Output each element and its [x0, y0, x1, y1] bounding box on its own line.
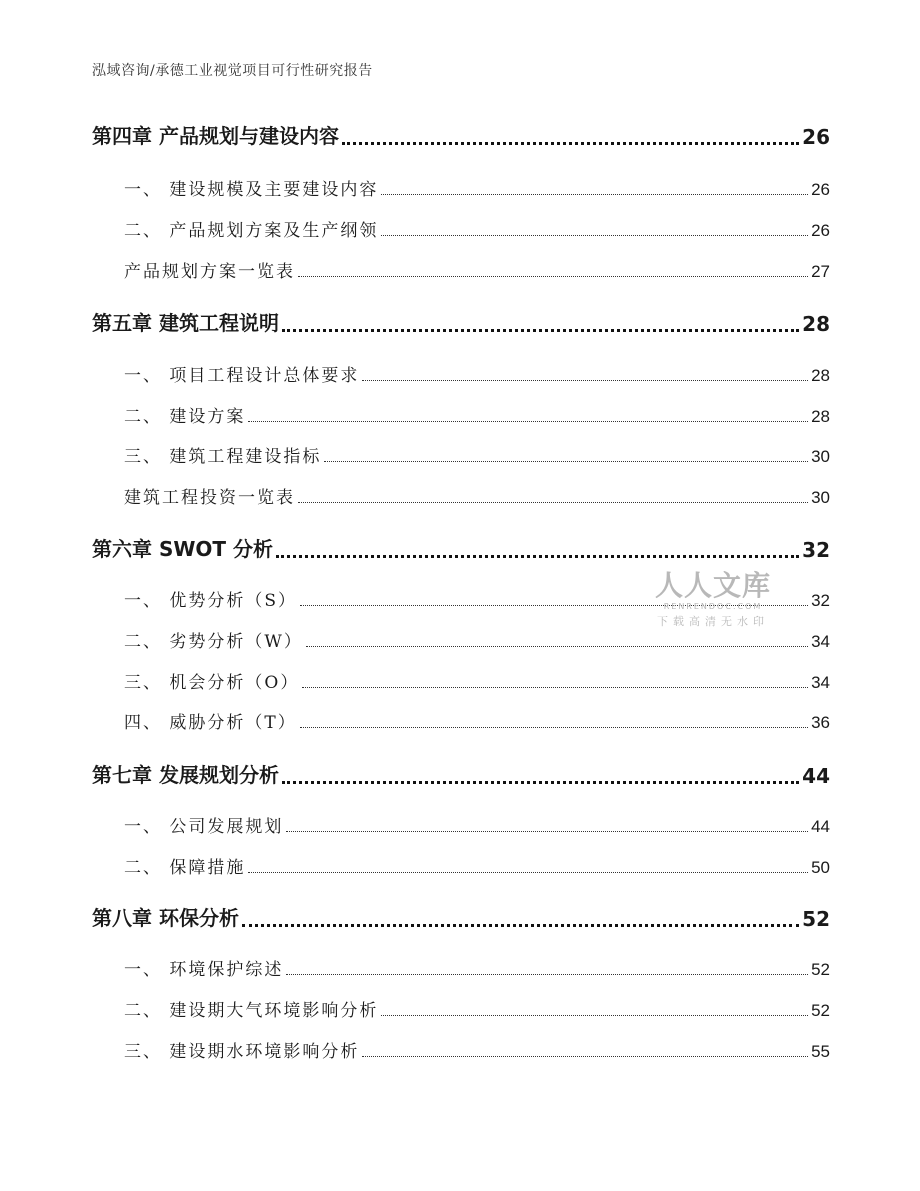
toc-entry-label: 二、 建设方案	[124, 407, 246, 427]
toc-entry-page: 34	[811, 632, 830, 651]
dot-leader	[381, 234, 808, 236]
toc-entry-chapter-7[interactable]	[92, 759, 830, 788]
toc-entry-label: 二、 产品规划方案及生产纲领	[124, 221, 379, 241]
toc-entry-label: 三、 建筑工程建设指标	[124, 447, 322, 467]
toc-entry-page: 44	[802, 764, 830, 788]
toc-entry-chapter-4[interactable]	[92, 120, 830, 149]
toc-entry[interactable]	[92, 402, 830, 427]
toc-entry[interactable]	[92, 627, 830, 652]
toc-entry-label: 第四章 产品规划与建设内容	[92, 124, 339, 148]
dot-leader	[276, 554, 799, 558]
toc-entry-chapter-6[interactable]	[92, 533, 830, 562]
toc-entry[interactable]	[92, 812, 830, 837]
toc-entry-label: 一、 环境保护综述	[124, 960, 284, 980]
toc-entry-label: 二、 保障措施	[124, 858, 246, 878]
dot-leader	[242, 923, 799, 927]
toc-entry-label: 第六章 SWOT 分析	[92, 537, 274, 561]
toc-entry-page: 36	[811, 713, 830, 732]
dot-leader	[282, 780, 799, 784]
toc-entry-label: 第八章 环保分析	[92, 906, 239, 930]
toc-entry-page: 52	[811, 1001, 830, 1020]
dot-leader	[282, 328, 799, 332]
toc-entry-page: 52	[811, 960, 830, 979]
toc-entry-label: 三、 建设期水环境影响分析	[124, 1042, 360, 1062]
dot-leader	[381, 1014, 808, 1016]
toc-entry-label: 一、 优势分析（S）	[124, 591, 298, 611]
toc-entry-page: 28	[811, 407, 830, 426]
toc-entry-page: 26	[811, 180, 830, 199]
toc-entry[interactable]	[92, 483, 830, 508]
running-header: 泓域咨询/承德工业视觉项目可行性研究报告	[92, 63, 373, 79]
dot-leader	[324, 460, 808, 462]
toc-entry-page: 26	[811, 221, 830, 240]
toc-entry-label: 一、 项目工程设计总体要求	[124, 366, 360, 386]
toc-entry-label: 一、 公司发展规划	[124, 817, 284, 837]
toc-entry-chapter-5[interactable]	[92, 307, 830, 336]
watermark-slogan: 下载高清无水印	[657, 615, 769, 628]
dot-leader	[302, 686, 808, 688]
dot-leader	[248, 420, 808, 422]
dot-leader	[306, 645, 808, 647]
toc-entry-label: 二、 劣势分析（W）	[124, 632, 303, 652]
toc-entry[interactable]	[92, 996, 830, 1021]
toc-entry[interactable]	[92, 257, 830, 282]
toc-entry[interactable]	[92, 216, 830, 241]
toc-entry-page: 28	[802, 312, 830, 336]
toc-entry-chapter-8[interactable]	[92, 902, 830, 931]
toc-entry[interactable]	[92, 853, 830, 878]
dot-leader	[286, 830, 808, 832]
toc-entry-page: 30	[811, 488, 830, 507]
dot-leader	[300, 726, 808, 728]
toc-entry-label: 第五章 建筑工程说明	[92, 311, 279, 335]
toc-entry-label: 第七章 发展规划分析	[92, 763, 279, 787]
toc-entry[interactable]	[92, 708, 830, 733]
toc-entry-page: 34	[811, 673, 830, 692]
dot-leader	[298, 275, 808, 277]
toc-entry-label: 四、 威胁分析（T）	[124, 713, 297, 733]
watermark-name: 人人文库	[654, 569, 771, 602]
toc-entry-page: 32	[811, 591, 830, 610]
toc-entry-label: 一、 建设规模及主要建设内容	[124, 180, 379, 200]
watermark-logo	[648, 564, 778, 629]
toc-entry-page: 28	[811, 366, 830, 385]
toc-entry[interactable]	[92, 442, 830, 467]
toc-entry-label: 产品规划方案一览表	[124, 262, 295, 282]
dot-leader	[298, 501, 808, 503]
dot-leader	[342, 141, 799, 145]
dot-leader	[362, 379, 808, 381]
toc-entry-page: 30	[811, 447, 830, 466]
toc-entry-page: 55	[811, 1042, 830, 1061]
toc-entry-page: 52	[802, 907, 830, 931]
toc-entry[interactable]	[92, 175, 830, 200]
toc-entry-label: 建筑工程投资一览表	[124, 488, 295, 508]
toc-entry-page: 50	[811, 858, 830, 877]
dot-leader	[286, 973, 808, 975]
toc-entry-label: 二、 建设期大气环境影响分析	[124, 1001, 379, 1021]
watermark-domain: RENRENDOC.COM	[663, 602, 763, 611]
toc-entry[interactable]	[92, 668, 830, 693]
toc-entry-page: 26	[802, 125, 830, 149]
toc-entry[interactable]	[92, 955, 830, 980]
toc-entry-page: 32	[802, 538, 830, 562]
dot-leader	[248, 871, 808, 873]
toc-entry-label: 三、 机会分析（O）	[124, 673, 300, 693]
toc-entry[interactable]	[92, 1037, 830, 1062]
dot-leader	[381, 193, 808, 195]
dot-leader	[362, 1055, 808, 1057]
toc-entry[interactable]	[92, 361, 830, 386]
toc-entry-page: 44	[811, 817, 830, 836]
toc-entry-page: 27	[811, 262, 830, 281]
